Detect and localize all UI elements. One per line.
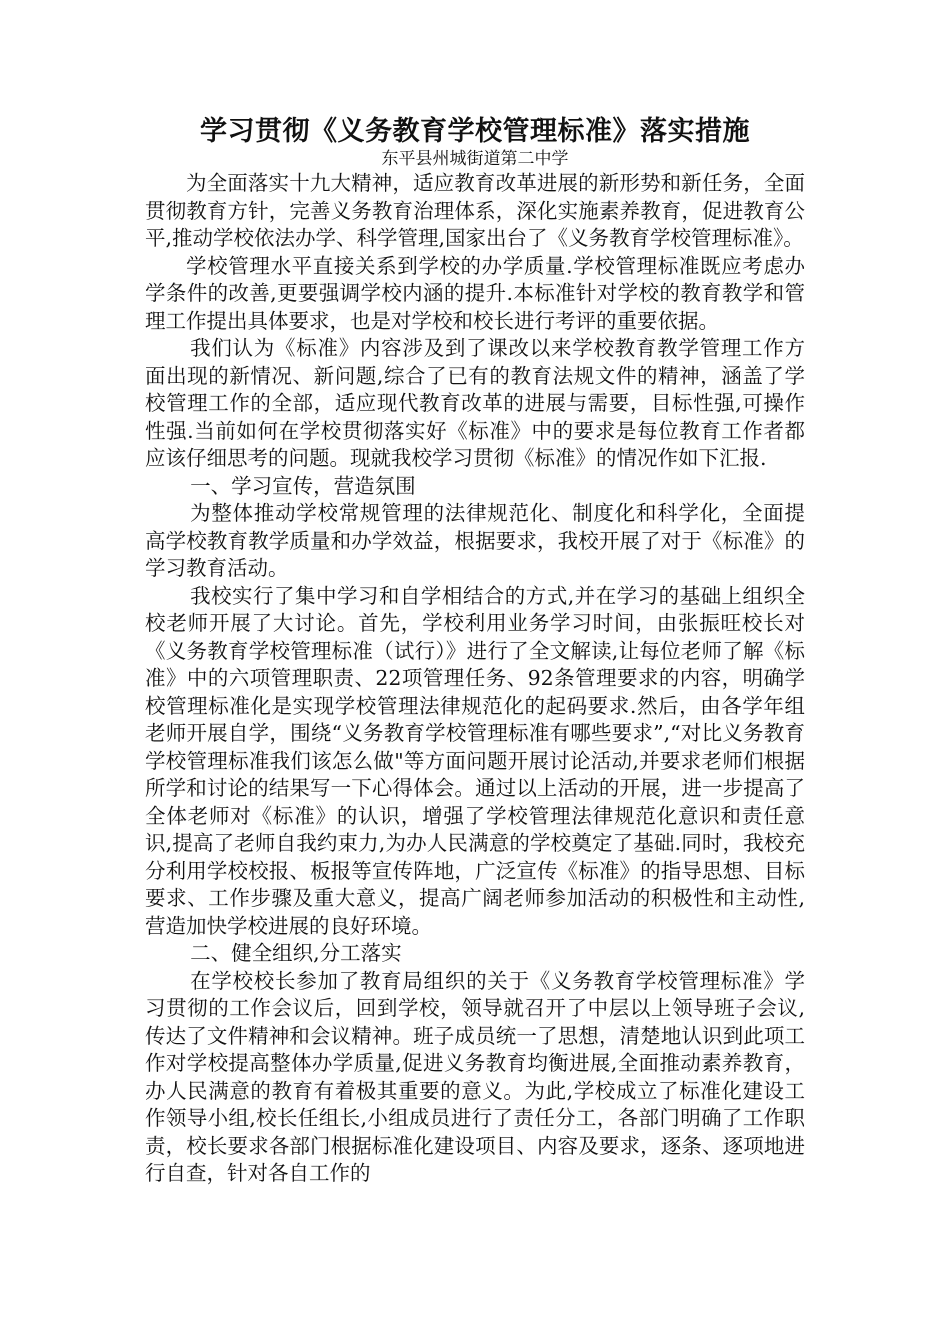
section-heading-2: 二、健全组织,分工落实 <box>190 941 402 965</box>
paragraph-management-level: 学校管理水平直接关系到学校的办学质量.学校管理标准既应考虑办学条件的改善,更要强调学校内涵的提升.本标准针对学校的教育教学和管理工作提出具体要求，也是对学校和校长进行考评的重要依据。 <box>145 253 805 333</box>
paragraph-standard-content: 我们认为《标准》内容涉及到了课改以来学校教育教学管理工作方面出现的新情况、新问题,综合了已有的教育法规文件的精神，涵盖了学校管理工作的全部，适应现代教育改革的进展与需要，目标性强,可操作性强.当前如何在学校贯彻落实好《标准》中的要求是每位教育工作者都应该仔细思考的问题。现就我校学习贯彻《标准》的情况作如下汇报. <box>145 336 805 470</box>
section-heading-1: 一、学习宣传，营造氛围 <box>190 473 416 498</box>
paragraph-section-1-intro: 为整体推动学校常规管理的法律规范化、制度化和科学化，全面提高学校教育教学质量和办学效益，根据要求，我校开展了对于《标准》的学习教育活动。 <box>145 501 805 580</box>
document-title: 学习贯彻《义务教育学校管理标准》落实措施 <box>200 116 750 147</box>
paragraph-section-2-detail: 在学校校长参加了教育局组织的关于《义务教育学校管理标准》学习贯彻的工作会议后，回到学校，领导就召开了中层以上领导班子会议,传达了文件精神和会议精神。班子成员统一了思想，清楚地认识到此项工作对学校提高整体办学质量,促进义务教育均衡进展,全面推动素养教育，办人民满意的教育有着极其重要的意义。为此,学校成立了标准化建设工作领导小组,校长任组长,小组成员进行了责任分工，各部门明确了工作职责，校长要求各部门根据标准化建设项目、内容及要求，逐条、逐项地进行自查，针对各自工作的 <box>145 968 805 1185</box>
paragraph-intro: 为全面落实十九大精神，适应教育改革进展的新形势和新任务，全面贯彻教育方针，完善义务教育治理体系，深化实施素养教育，促进教育公平,推动学校依法办学、科学管理,国家出台了《义务教育学校管理标准》。 <box>145 171 805 250</box>
paragraph-section-1-detail: 我校实行了集中学习和自学相结合的方式,并在学习的基础上组织全校老师开展了大讨论。首先，学校利用业务学习时间，由张振旺校长对《义务教育学校管理标准（试行）》进行了全文解读,让每位老师了解《标准》中的六项管理职责、22项管理任务、92条管理要求的内容，明确学校管理标准化是实现学校管理法律规范化的起码要求.然后，由各学年组老师开展自学，围绕“义务教育学校管理标准有哪些要求”,“对比义务教育学校管理标准我们该怎么做"等方面问题开展讨论活动,并要求老师们根据所学和讨论的结果写一下心得体会。通过以上活动的开展，进一步提高了全体老师对《标准》的认识，增强了学校管理法律规范化意识和责任意识,提高了老师自我约束力,为办人民满意的学校奠定了基础.同时，我校充分利用学校校报、板报等宣传阵地，广泛宣传《标准》的指导思想、目标要求、工作步骤及重大意义，提高广阔老师参加活动的积极性和主动性,营造加快学校进展的良好环境。 <box>145 583 805 938</box>
document-page <box>145 112 805 1188</box>
document-subtitle: 东平县州城街道第二中学 <box>381 149 569 169</box>
